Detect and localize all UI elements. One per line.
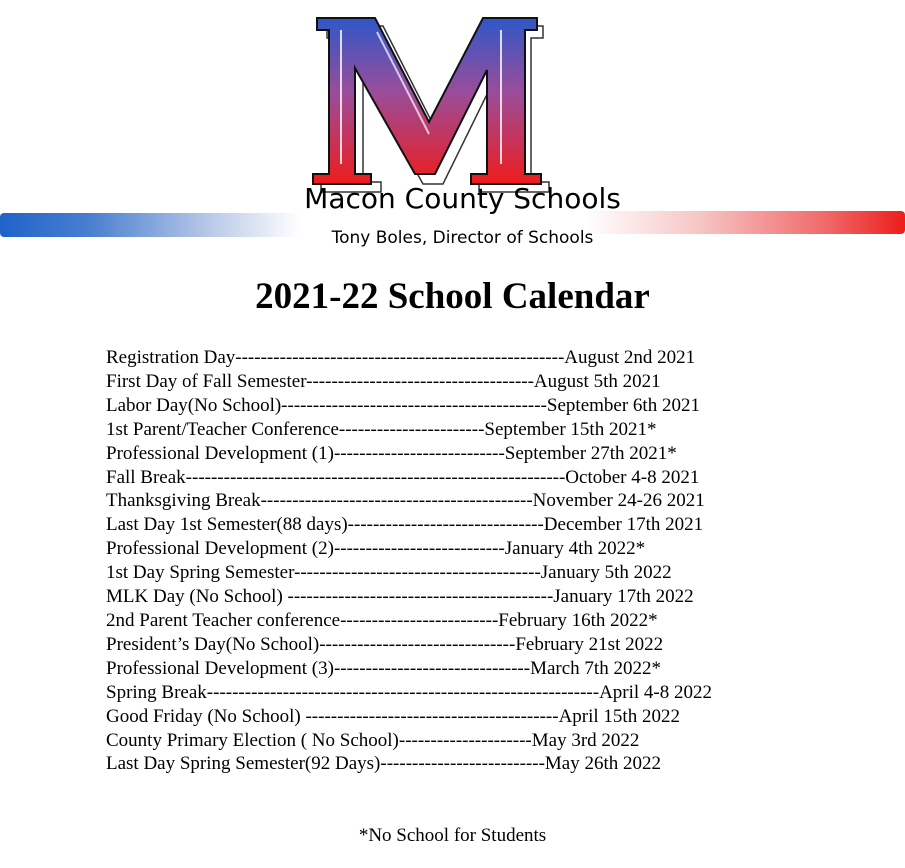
calendar-event: 1st Day Spring Semester---------------------------------------January 5th 2022 <box>106 562 672 584</box>
calendar-event: President’s Day(No School)-------------------------------February 21st 2022 <box>106 633 664 655</box>
calendar-event: Professional Development (1)---------------------------September 27th 2021* <box>106 442 677 464</box>
calendar-event: Labor Day(No School)------------------------------------------September 6th 2021 <box>106 394 700 416</box>
calendar-event: Spring Break--------------------------------------------------------------April 4-8 2022 <box>106 681 713 703</box>
calendar-event: 1st Parent/Teacher Conference-----------------------September 15th 2021* <box>106 418 657 440</box>
footnote: *No School for Students <box>358 825 547 846</box>
district-logo-m <box>305 14 555 194</box>
calendar-event: Last Day Spring Semester(92 Days)--------------------------May 26th 2022 <box>106 753 661 775</box>
director-line: Tony Boles, Director of Schools <box>331 228 594 248</box>
calendar-event: County Primary Election ( No School)---------------------May 3rd 2022 <box>106 729 640 751</box>
calendar-event: Registration Day----------------------------------------------------August 2nd 2021 <box>106 347 696 368</box>
calendar-event: Professional Development (2)---------------------------January 4th 2022* <box>106 538 646 560</box>
calendar-event-list <box>106 346 712 776</box>
calendar-event: MLK Day (No School) ------------------------------------------January 17th 2022 <box>106 586 694 608</box>
calendar-event: Professional Development (3)-------------------------------March 7th 2022* <box>106 657 661 679</box>
calendar-event: Good Friday (No School) ----------------------------------------April 15th 2022 <box>106 705 680 727</box>
calendar-event: Fall Break------------------------------------------------------------October 4-8 2021 <box>106 466 700 488</box>
calendar-event: Last Day 1st Semester(88 days)-------------------------------December 17th 2021 <box>106 514 704 536</box>
district-name: Macon County Schools <box>304 182 621 215</box>
calendar-event: 2nd Parent Teacher conference-------------------------February 16th 2022* <box>106 609 658 631</box>
page-title: 2021-22 School Calendar <box>255 276 650 317</box>
calendar-event: Thanksgiving Break-------------------------------------------November 24-26 2021 <box>106 490 705 512</box>
calendar-event: First Day of Fall Semester------------------------------------August 5th 2021 <box>106 370 661 392</box>
